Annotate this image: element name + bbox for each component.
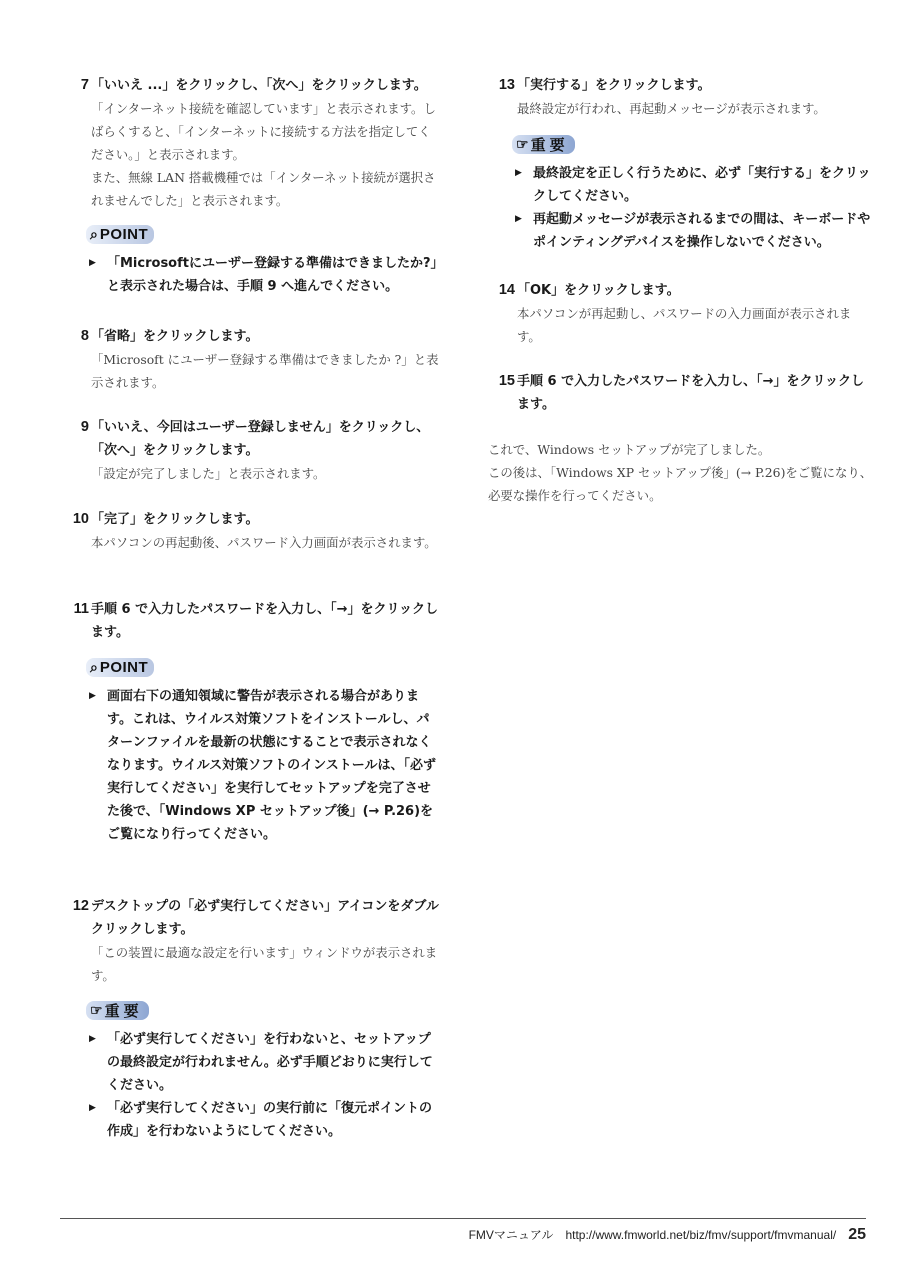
important-box xyxy=(86,1000,442,1143)
step-body: 「この装置に最適な設定を行います」ウィンドウが表示されます。 xyxy=(91,945,438,983)
important-box xyxy=(512,134,873,254)
step-number: 7 xyxy=(80,77,89,93)
pointing-hand-icon: ☞ xyxy=(90,1002,103,1018)
step-10 xyxy=(62,508,442,554)
list-item: ▶ 「必ず実行してください」の実行前に「復元ポイントの作成」を行わないようにしてください。 xyxy=(86,1097,442,1143)
point-badge: ⌕ POINT xyxy=(86,658,154,677)
triangle-bullet-icon: ▶ xyxy=(89,1103,96,1113)
point-box xyxy=(86,657,442,846)
step-body: 本パソコンが再起動し、パスワードの入力画面が表示されます。 xyxy=(517,306,852,344)
step-13 xyxy=(488,74,873,120)
step-7 xyxy=(62,74,442,212)
triangle-bullet-icon: ▶ xyxy=(515,168,522,178)
step-body: 本パソコンの再起動後、パスワード入力画面が表示されます。 xyxy=(91,535,437,550)
step-number: 8 xyxy=(80,328,89,344)
list-item: ▶ 画面右下の通知領域に警告が表示される場合があります。これは、ウイルス対策ソフトをインストールし、パターンファイルを最新の状態にすることで表示されなくなります。ウイルス対策ソフトのインストールは、「必ず実行してください」を実行してセットアップを完了させた後で、「Windows XP セットアップ後」(→ P.26)をご覧になり行ってください。 xyxy=(86,685,442,846)
closing-text: この後は、「Windows XP セットアップ後」(→ P.26)をご覧になり、必要な操作を行ってください。 xyxy=(488,465,873,503)
step-number: 14 xyxy=(498,282,515,298)
manual-url[interactable]: http://www.fmworld.net/biz/fmv/support/fmvmanual/ xyxy=(565,1228,837,1242)
step-number: 11 xyxy=(73,601,89,617)
step-number: 15 xyxy=(498,373,515,389)
step-number: 9 xyxy=(80,419,89,435)
step-heading: デスクトップの「必ず実行してください」アイコンをダブルクリックします。 xyxy=(91,899,439,937)
step-heading: 「完了」をクリックします。 xyxy=(91,512,259,527)
manual-name: FMVマニュアル xyxy=(468,1228,554,1242)
step-heading: 手順 6 で入力したパスワードを入力し、「→」をクリックします。 xyxy=(91,602,438,640)
list-item: ▶ 「必ず実行してください」を行わないと、セットアップの最終設定が行われません。必ず手順どおりに実行してください。 xyxy=(86,1028,442,1097)
step-body: 最終設定が行われ、再起動メッセージが表示されます。 xyxy=(517,101,826,116)
step-12 xyxy=(62,895,442,987)
triangle-bullet-icon: ▶ xyxy=(515,214,522,224)
footer-rule xyxy=(60,1218,866,1219)
footer xyxy=(469,1226,866,1244)
list-item: ▶ 「Microsoftにユーザー登録する準備はできましたか?」と表示された場合は、手順 9 へ進んでください。 xyxy=(86,252,442,298)
step-heading: 「いいえ ...」をクリックし、「次へ」をクリックします。 xyxy=(91,78,427,93)
step-body: 「Microsoft にユーザー登録する準備はできましたか ?」と表示されます。 xyxy=(91,352,439,390)
step-heading: 「実行する」をクリックします。 xyxy=(517,78,711,93)
step-body: 「インターネット接続を確認しています」と表示されます。しばらくすると、「インターネットに接続する方法を指定してください。」と表示されます。 xyxy=(91,101,436,162)
step-number: 10 xyxy=(72,511,89,527)
step-9 xyxy=(62,416,442,485)
triangle-bullet-icon: ▶ xyxy=(89,691,96,701)
list-item: ▶ 最終設定を正しく行うために、必ず「実行する」をクリックしてください。 xyxy=(512,162,873,208)
triangle-bullet-icon: ▶ xyxy=(89,1034,96,1044)
page-number: 25 xyxy=(848,1226,866,1243)
step-11 xyxy=(62,598,442,644)
step-heading: 手順 6 で入力したパスワードを入力し、「→」をクリックします。 xyxy=(517,374,864,412)
point-badge: ⌕ POINT xyxy=(86,225,154,244)
important-badge: ☞ 重要 xyxy=(86,1001,149,1020)
step-14 xyxy=(488,279,873,348)
magnifier-icon: ⌕ xyxy=(90,226,98,242)
point-box xyxy=(86,224,442,298)
list-item: ▶ 再起動メッセージが表示されるまでの間は、キーボードやポインティングデバイスを操作しないでください。 xyxy=(512,208,873,254)
step-heading: 「OK」をクリックします。 xyxy=(517,283,680,298)
important-badge: ☞ 重要 xyxy=(512,135,575,154)
triangle-bullet-icon: ▶ xyxy=(89,258,96,268)
step-body: また、無線 LAN 搭載機種では「インターネット接続が選択されませんでした」と表示されます。 xyxy=(91,170,436,208)
step-body: 「設定が完了しました」と表示されます。 xyxy=(91,466,326,481)
step-heading: 「省略」をクリックします。 xyxy=(91,329,259,344)
step-number: 12 xyxy=(72,898,89,914)
pointing-hand-icon: ☞ xyxy=(516,136,529,152)
step-15 xyxy=(488,370,873,416)
step-8 xyxy=(62,325,442,394)
magnifier-icon: ⌕ xyxy=(90,659,98,675)
step-number: 13 xyxy=(498,77,515,93)
closing-text: これで、Windows セットアップが完了しました。 xyxy=(488,442,771,457)
step-heading: 「いいえ、今回はユーザー登録しません」をクリックし、「次へ」をクリックします。 xyxy=(91,420,430,458)
